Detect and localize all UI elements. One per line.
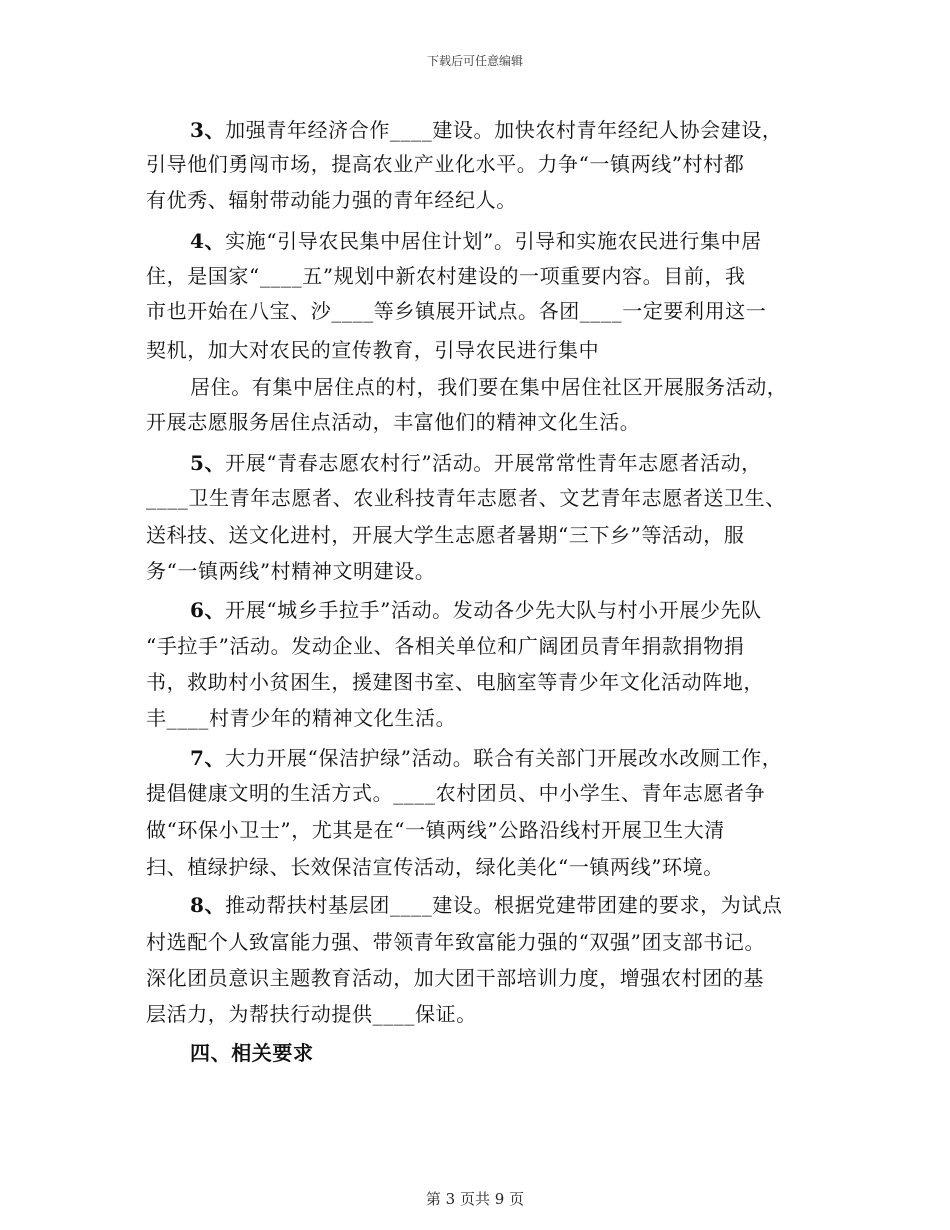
paragraph-4-line-6: 开展志愿服务居住点活动，丰富他们的精神文化生活。	[146, 410, 641, 434]
paragraph-4-line-5: 居住。有集中居住点的村，我们要在集中居住社区开展服务活动，	[190, 375, 788, 399]
item-number: 6、	[190, 598, 226, 622]
paragraph-6-line-3: 书，救助村小贫困生，援建图书室、电脑室等青少年文化活动阵地，	[146, 670, 764, 694]
paragraph-4-line-2: 住，是国家“____五”规划中新农村建设的一项重要内容。目前，我	[146, 264, 746, 288]
paragraph-8-line-3: 深化团员意识主题教育活动，加大团干部培训力度，增强农村团的基	[146, 966, 764, 990]
paragraph-5-line-3: 送科技、送文化进村，开展大学生志愿者暑期“三下乡”等活动，服	[146, 523, 745, 547]
paragraph-5-line-2: ____卫生青年志愿者、农业科技青年志愿者、文艺青年志愿者送卫生、	[146, 486, 786, 510]
paragraph-7-line-1: 7、大力开展“保洁护绿”活动。联合有关部门开展改水改厕工作，	[190, 746, 783, 770]
item-number: 8、	[190, 893, 226, 917]
paragraph-4-line-1: 4、实施“引导农民集中居住计划”。引导和实施农民进行集中居	[190, 229, 762, 253]
item-number: 4、	[190, 229, 226, 253]
paragraph-3-line-2: 引导他们勇闯市场，提高农业产业化水平。力争“一镇两线”村村都	[146, 152, 745, 176]
paragraph-3-line-3: 有优秀、辐射带动能力强的青年经纪人。	[146, 188, 517, 212]
paragraph-8-line-2: 村选配个人致富能力强、带领青年致富能力强的“双强”团支部书记。	[146, 930, 766, 954]
paragraph-3-line-1: 3、加强青年经济合作____建设。加快农村青年经纪人协会建设，	[190, 118, 783, 142]
paragraph-5-line-1: 5、开展“青春志愿农村行”活动。开展常常性青年志愿者活动，	[190, 451, 762, 475]
paragraph-8-line-1: 8、推动帮扶村基层团____建设。根据党建带团建的要求，为试点	[190, 893, 783, 917]
page-footer: 第 3 页共 9 页	[425, 1190, 525, 1208]
paragraph-6-line-2: “手拉手”活动。发动企业、各相关单位和广阔团员青年捐款捐物捐	[146, 634, 745, 658]
paragraph-7-line-4: 扫、植绿护绿、长效保洁宣传活动，绿化美化“一镇两线”环境。	[146, 855, 724, 879]
item-number: 3、	[190, 118, 226, 142]
paragraph-4-line-4: 契机，加大对农民的宣传教育，引导农民进行集中	[146, 338, 600, 362]
item-number: 5、	[190, 451, 226, 475]
page-header: 下载后可任意编辑	[426, 54, 523, 68]
section-heading: 四、相关要求	[190, 1041, 314, 1065]
paragraph-8-line-4: 层活力，为帮扶行动提供____保证。	[146, 1002, 477, 1026]
paragraph-7-line-3: 做“环保小卫士”，尤其是在“一镇两线”公路沿线村开展卫生大清	[146, 818, 725, 842]
paragraph-5-line-4: 务“一镇两线”村精神文明建设。	[146, 559, 436, 583]
paragraph-7-line-2: 提倡健康文明的生活方式。____农村团员、中小学生、青年志愿者争	[146, 781, 766, 805]
item-number: 7、	[190, 746, 226, 770]
paragraph-6-line-1: 6、开展“城乡手拉手”活动。发动各少先大队与村小开展少先队	[190, 598, 762, 622]
paragraph-4-line-3: 市也开始在八宝、沙____等乡镇展开试点。各团____一定要利用这一	[146, 299, 767, 323]
paragraph-6-line-4: 丰____村青少年的精神文化生活。	[146, 706, 457, 730]
